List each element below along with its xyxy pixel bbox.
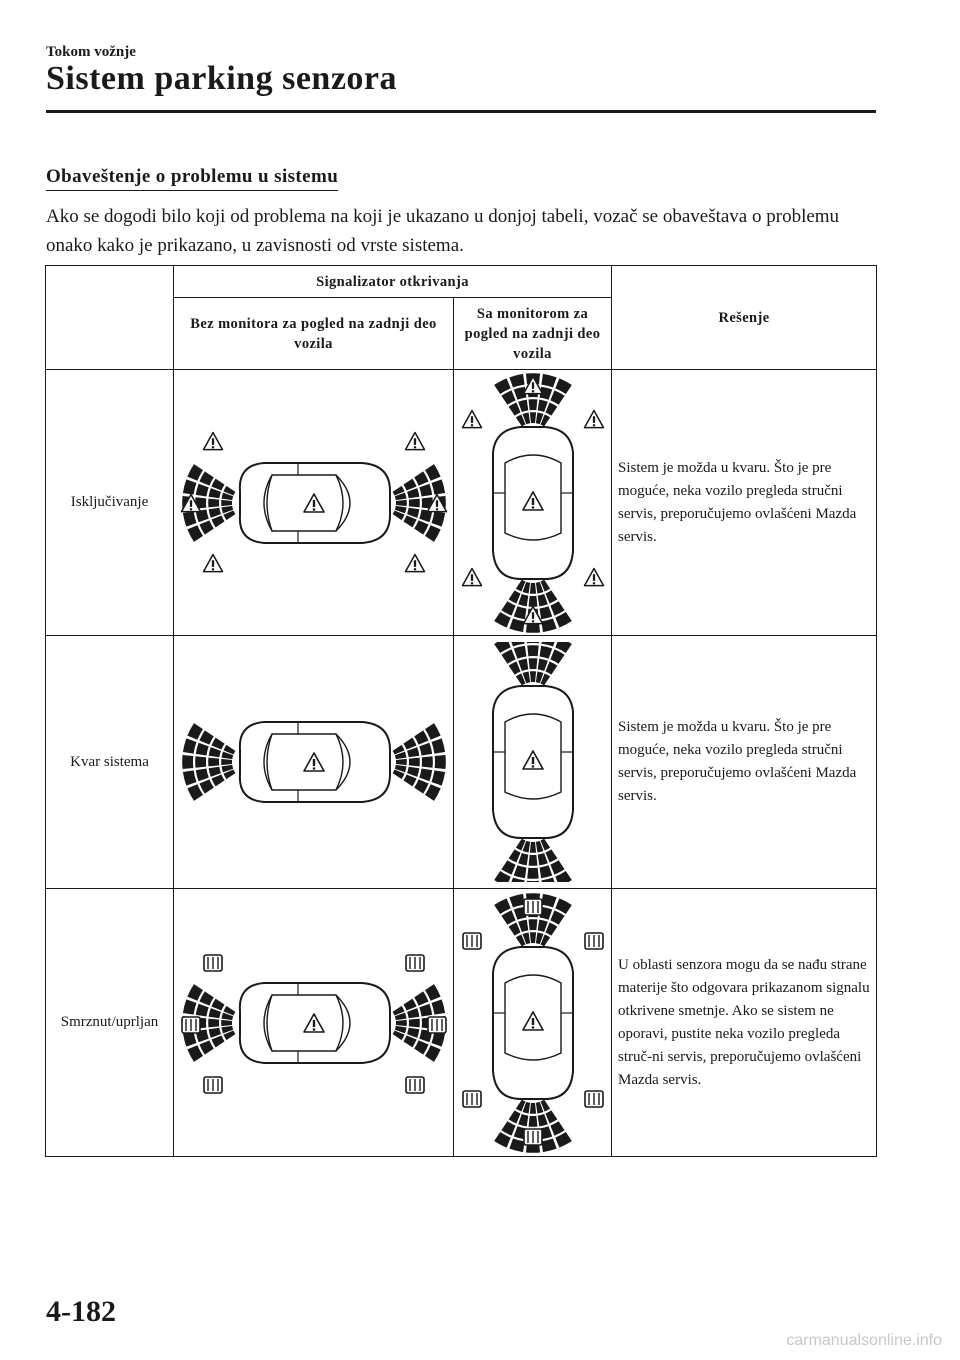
watermark: carmanualsonline.info: [786, 1332, 942, 1349]
sensor-zone: [392, 723, 445, 801]
intro-paragraph: Ako se dogodi bilo koji od problema na koji je ukazano u donjoj tabeli, vozač se obaveštava o problemu onako kako je prikazano, u zavisnosti od vrste sistema.: [46, 206, 840, 256]
figure-cell-with-monitor: [454, 370, 612, 636]
row-condition: Isključivanje: [46, 370, 174, 636]
header-empty: [46, 266, 174, 370]
warning-triangle-icon: [405, 554, 424, 571]
row-solution: U oblasti senzora mogu da se nađu strane materije što odgovara prikazanom signalu otkrivene smetnje. Ako se sistem ne oporavi, pustite neka vozilo pregleda struč-ni servis, preporučujemo ovlašćeni Mazda servis.: [612, 889, 877, 1157]
figure-cell-with-monitor: [454, 889, 612, 1157]
row-condition: Kvar sistema: [46, 636, 174, 889]
warning-triangle-icon: [203, 554, 222, 571]
dirt-sensor-icon: [463, 933, 481, 949]
section-label: Tokom vožnje: [46, 44, 136, 60]
warning-triangle-icon: [405, 432, 424, 449]
figure-cell-without-monitor: [174, 636, 454, 889]
sensor-diagram-vertical: [458, 893, 608, 1153]
table-row: [46, 889, 877, 1157]
dirt-sensor-icon: [406, 1077, 424, 1093]
table-row: [46, 370, 877, 636]
warning-triangle-icon: [462, 410, 481, 427]
dirt-sensor-icon: [428, 1017, 446, 1033]
page-title: Sistem parking senzora: [46, 60, 397, 97]
dirt-sensor-icon: [524, 899, 542, 915]
warning-triangle-icon: [584, 568, 603, 585]
dirt-sensor-icon: [585, 933, 603, 949]
row-condition: Smrznut/uprljan: [46, 889, 174, 1157]
warning-triangle-icon: [462, 568, 481, 585]
dirt-sensor-icon: [524, 1129, 542, 1145]
dirt-sensor-icon: [204, 955, 222, 971]
header-without-monitor: Bez monitora za pogled na zadnji deo vozila: [174, 298, 454, 370]
warning-triangle-icon: [523, 376, 542, 393]
row-solution: Sistem je možda u kvaru. Što je pre moguće, neka vozilo pregleda stručni servis, preporučujemo ovlašćeni Mazda servis.: [612, 636, 877, 889]
figure-cell-without-monitor: [174, 370, 454, 636]
sensor-diagram-vertical: [458, 642, 608, 882]
sensor-zone: [494, 839, 572, 882]
sensor-diagram-horizontal: [179, 662, 449, 862]
sensor-diagram-vertical: [458, 373, 608, 633]
warning-triangle-icon: [203, 432, 222, 449]
subsection-heading: Obaveštenje o problemu u sistemu: [46, 166, 338, 191]
dirt-sensor-icon: [204, 1077, 222, 1093]
row-solution: Sistem je možda u kvaru. Što je pre moguće, neka vozilo pregleda stručni servis, preporučujemo ovlašćeni Mazda servis.: [612, 370, 877, 636]
sensor-diagram-horizontal: [179, 403, 449, 603]
figure-cell-with-monitor: [454, 636, 612, 889]
dirt-sensor-icon: [182, 1017, 200, 1033]
header-with-monitor: Sa monitorom za pogled na zadnji deo vozila: [454, 298, 612, 370]
dirt-sensor-icon: [463, 1091, 481, 1107]
table-row: [46, 636, 877, 889]
dirt-sensor-icon: [585, 1091, 603, 1107]
sensor-zone: [494, 642, 572, 685]
sensor-zone: [182, 723, 235, 801]
header-solution: Rešenje: [612, 266, 877, 370]
header-group: Signalizator otkrivanja: [174, 266, 612, 298]
sensor-diagram-horizontal: [179, 923, 449, 1123]
dirt-sensor-icon: [406, 955, 424, 971]
page-number: 4-182: [46, 1295, 116, 1328]
warning-triangle-icon: [584, 410, 603, 427]
figure-cell-without-monitor: [174, 889, 454, 1157]
diagnostics-table: [45, 265, 877, 1157]
title-rule: [46, 110, 876, 113]
